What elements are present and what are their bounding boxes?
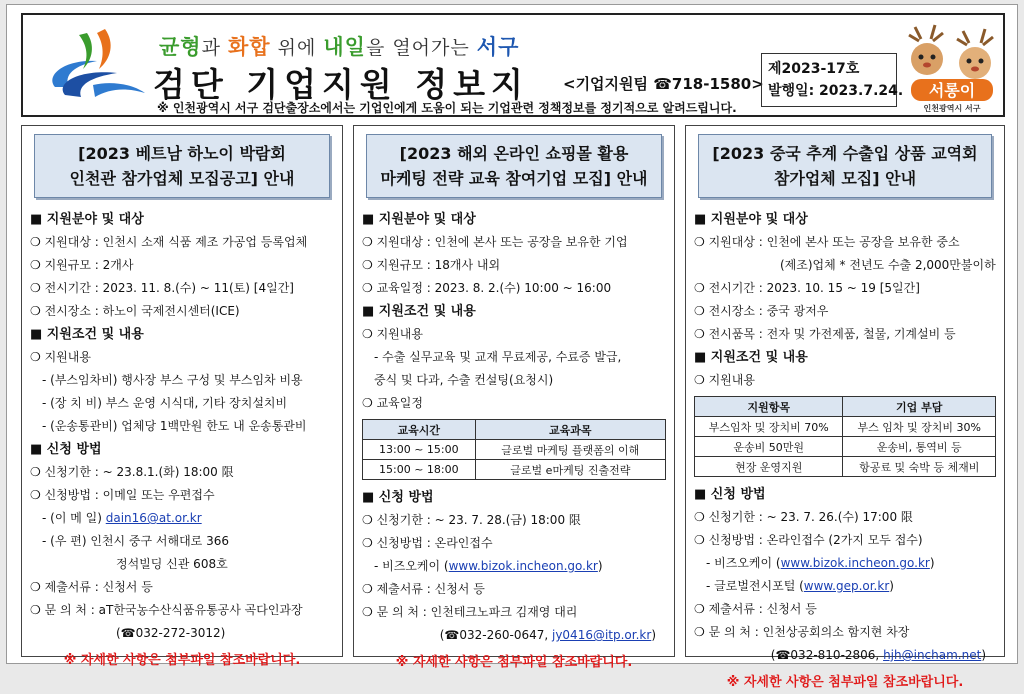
slogan-word: 위에 [270,37,324,59]
detail-label: ) [889,579,894,593]
newsletter-sheet [6,4,1018,690]
attachment-note: ※ 자세한 사항은 첨부파일 참조바랍니다. [726,675,964,690]
notice-column-china-fair [685,125,1005,690]
detail-line: ❍ 문 의 처 : 인천상공회의소 함지현 차장 [694,625,910,639]
detail-line: - 수출 실무교육 및 교재 무료제공, 수료증 발급, [374,350,622,364]
seo-gu-logo-icon [35,25,153,109]
column-title [34,134,330,198]
slogan-word: 내일 [323,35,366,59]
table-row [363,440,666,460]
detail-label: (☎032-810-2806, [770,648,884,662]
column-title [366,134,662,198]
email-link[interactable]: dain16@at.or.kr [105,511,202,525]
table-cell: 부스임차 및 장치비 70% [695,417,843,437]
issue-date: 발행일: 2023.7.24. [768,83,904,99]
detail-line: ❍ 신청방법 : 온라인접수 (2가지 모두 접수) [694,533,923,547]
slogan-word: 서구 [476,35,520,59]
slogan-word: 을 열어가는 [365,37,477,59]
table-cell: 부스 임차 및 장치비 30% [843,417,996,437]
attachment-note: ※ 자세한 사항은 첨부파일 참조바랍니다. [63,653,301,668]
detail-line [362,555,666,578]
detail-line: ❍ 문 의 처 : 인천테크노파크 김재영 대리 [362,605,578,619]
detail-line: - (장 치 비) 부스 운영 시식대, 기타 장치설치비 [42,396,288,410]
table-row [695,437,996,457]
detail-line: ❍ 지원대상 : 인천시 소재 식품 제조 가공업 등록업체 [30,235,308,249]
detail-line: - (우 편) 인천시 중구 서해대로 366 [42,534,229,548]
detail-line: 정석빌딩 신관 608호 [116,557,228,571]
detail-line: ❍ 제출서류 : 신청서 등 [694,602,817,616]
bizok-link[interactable]: www.bizok.incheon.go.kr [448,559,598,573]
column-title-line: [2023 베트남 하노이 박람회 [78,144,286,163]
detail-line [362,624,666,647]
detail-line: ❍ 제출서류 : 신청서 등 [362,582,485,596]
detail-label: - 비즈오케이 ( [374,559,449,573]
detail-line: - (부스임차비) 행사장 부스 구성 및 부스임차 비용 [42,373,303,387]
table-cell: 운송비, 통역비 등 [843,437,996,457]
column-title-line: [2023 중국 추계 수출입 상품 교역회 [712,144,978,163]
detail-line: (☎032-272-3012) [116,626,226,640]
table-row [695,457,996,477]
detail-line: - (운송통관비) 업체당 1백만원 한도 내 운송통관비 [42,419,307,433]
detail-line: ❍ 지원규모 : 18개사 내외 [362,258,501,272]
bizok-link[interactable]: www.bizok.incheon.go.kr [780,556,930,570]
detail-line: ❍ 지원내용 [694,373,755,387]
detail-line: ❍ 신청방법 : 이메일 또는 우편접수 [30,488,215,502]
issue-info-box [761,53,904,107]
detail-label: (☎032-260-0647, [439,628,552,642]
email-link[interactable]: hjh@incham.net [883,648,982,662]
detail-line: ❍ 신청기한 : ~ 23. 7. 26.(수) 17:00 限 [694,510,913,524]
detail-line: 중식 및 다과, 수출 컨설팅(요청시) [374,373,554,387]
table-cell: 현장 운영지원 [695,457,843,477]
detail-line [694,644,996,667]
slogan [159,31,519,61]
section-heading: ■ 신청 방법 [362,490,434,505]
notice-column-online-mall [353,125,675,670]
detail-line: ❍ 문 의 처 : aT한국농수산식품유통공사 곡다인과장 [30,603,303,617]
table-header-row [695,397,996,417]
detail-line: ❍ 전시기간 : 2023. 11. 8.(수) ~ 11(토) [4일간] [30,281,294,295]
detail-line: ❍ 교육일정 : 2023. 8. 2.(수) 10:00 ~ 16:00 [362,281,612,295]
table-header: 기업 부담 [843,397,996,417]
table-header: 교육시간 [363,420,476,440]
slogan-word: 과 [201,37,228,59]
table-header: 교육과목 [475,420,665,440]
table-header: 지원항목 [695,397,843,417]
detail-label: ) [597,559,603,573]
slogan-word: 화합 [227,35,271,59]
section-heading: ■ 신청 방법 [30,442,102,457]
team-contact: <기업지원팀 ☎718-1580> [563,75,764,93]
section-heading: ■ 지원분야 및 대상 [694,212,808,227]
newsletter-header [21,13,1005,117]
detail-line: ❍ 신청방법 : 온라인접수 [362,536,493,550]
detail-label: ) [651,628,656,642]
section-heading: ■ 지원분야 및 대상 [30,212,144,227]
column-title [698,134,992,198]
detail-line: ❍ 지원대상 : 인천에 본사 또는 공장을 보유한 기업 [362,235,628,249]
detail-line: ❍ 전시품목 : 전자 및 가전제품, 철물, 기계설비 등 [694,327,956,341]
slogan-word: 균형 [159,35,202,59]
detail-label: - 글로벌전시포털 ( [706,579,804,593]
detail-line: ❍ 지원내용 [30,350,91,364]
detail-line: ❍ 신청기한 : ~ 23.8.1.(화) 18:00 限 [30,465,234,479]
page-title: 검단 기업지원 정보지 [153,65,529,104]
column-title-line: 참가업체 모집] 안내 [773,169,917,188]
detail-line: ❍ 지원규모 : 2개사 [30,258,134,272]
issue-number: 제2023-17호 [768,61,860,77]
section-heading: ■ 지원조건 및 내용 [362,304,476,319]
table-cell: 13:00 ~ 15:00 [363,440,476,460]
support-table [694,396,996,477]
detail-line: ❍ 지원내용 [362,327,423,341]
detail-line: (제조)업체 * 전년도 수출 2,000만불이하 [780,258,996,272]
column-title-line: 인천관 참가업체 모집공고] 안내 [69,169,295,188]
notice-column-vietnam [21,125,343,668]
detail-label: - (이 메 일) [42,511,106,525]
detail-line: ❍ 제출서류 : 신청서 등 [30,580,153,594]
section-heading: ■ 지원분야 및 대상 [362,212,476,227]
mascot-icon [901,23,1001,113]
detail-line [694,575,996,598]
detail-line [30,507,334,530]
table-row [363,460,666,480]
table-cell: 글로벌 e마케팅 진출전략 [475,460,665,480]
detail-label: - 비즈오케이 ( [706,556,781,570]
table-header-row [363,420,666,440]
table-cell: 15:00 ~ 18:00 [363,460,476,480]
section-heading: ■ 지원조건 및 내용 [694,350,808,365]
detail-line: ❍ 전시기간 : 2023. 10. 15 ~ 19 [5일간] [694,281,920,295]
mascot-subtitle: 인천광역시 서구 [923,104,981,113]
schedule-table [362,419,666,480]
section-heading: ■ 지원조건 및 내용 [30,327,144,342]
detail-line: ❍ 전시장소 : 하노이 국제전시센터(ICE) [30,304,240,318]
detail-line: ❍ 교육일정 [362,396,423,410]
table-cell: 항공료 및 숙박 등 체재비 [843,457,996,477]
mascot-name: 서롱이 [928,81,976,100]
column-title-line: 마케팅 전략 교육 참여기업 모집] 안내 [380,169,648,188]
detail-label: ) [981,648,986,662]
table-cell: 글로벌 마케팅 플랫폼의 이해 [475,440,665,460]
detail-line: ❍ 전시장소 : 중국 광저우 [694,304,829,318]
detail-line: ❍ 신청기한 : ~ 23. 7. 28.(금) 18:00 限 [362,513,581,527]
email-link[interactable]: jy0416@itp.or.kr [551,628,652,642]
column-title-line: [2023 해외 온라인 쇼핑몰 활용 [399,144,629,163]
attachment-note: ※ 자세한 사항은 첨부파일 참조바랍니다. [395,655,633,670]
detail-line [694,552,996,575]
header-notice: ※ 인천광역시 서구 검단출장소에서는 기업인에게 도움이 되는 기업관련 정책정보를 정기적으로 알려드립니다. [157,101,737,115]
detail-line: ❍ 지원대상 : 인천에 본사 또는 공장을 보유한 중소 [694,235,960,249]
gep-link[interactable]: www.gep.or.kr [803,579,890,593]
table-row [695,417,996,437]
table-cell: 운송비 50만원 [695,437,843,457]
detail-label: ) [929,556,935,570]
section-heading: ■ 신청 방법 [694,487,766,502]
